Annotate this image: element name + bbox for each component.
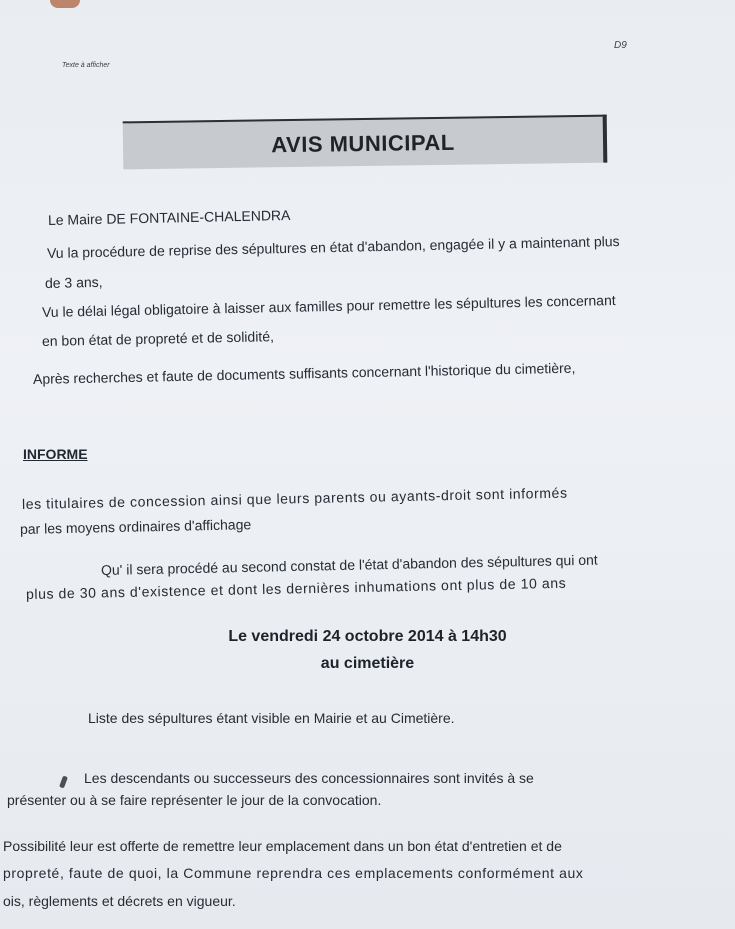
descendants-line-2: présenter ou à se faire représenter le jour de la convocation. <box>7 792 382 808</box>
constat-line-2: plus de 30 ans d'existence et dont les dernières inhumations ont plus de 10 ans <box>25 574 567 602</box>
constat-line-1: Qu' il sera procédé au second constat de l'état d'abandon des sépultures qui ont <box>100 551 598 578</box>
display-note: Texte à afficher <box>62 62 110 69</box>
date-line: Le vendredi 24 octobre 2014 à 14h30 <box>228 628 507 645</box>
descendants-line-1: Les descendants ou successeurs des concessionnaires sont invités à se <box>84 770 534 786</box>
possibilite-line-1: Possibilité leur est offerte de remettre leur emplacement dans un bon état d'entretien et de <box>3 838 562 854</box>
page-title: AVIS MUNICIPAL <box>271 129 455 158</box>
informe-heading: INFORME <box>23 446 88 462</box>
vu-procedure-line-1: Vu la procédure de reprise des sépultures en état d'abandon, engagée il y a maintenant plus <box>46 233 620 261</box>
titulaires-line-1: les titulaires de concession ainsi que leurs parents ou ayants-droit sont informés <box>21 484 568 512</box>
maire-line: Le Maire DE FONTAINE-CHALENDRA <box>47 206 291 228</box>
vu-procedure-line-2: de 3 ans, <box>44 273 103 291</box>
liste-line: Liste des sépultures étant visible en Mairie et au Cimetière. <box>88 710 455 726</box>
tape-smudge <box>50 0 80 8</box>
location-line: au cimetière <box>320 655 415 672</box>
possibilite-line-3: ois, règlements et décrets en vigueur. <box>3 893 236 909</box>
vu-delai-line-1: Vu le délai légal obligatoire à laisser aux familles pour remettre les sépultures les concernant <box>41 291 616 320</box>
document-code: D9 <box>614 40 627 51</box>
vu-delai-line-2: en bon état de propreté et de solidité, <box>41 328 275 349</box>
possibilite-line-2: propreté, faute de quoi, la Commune reprendra ces emplacements conformément aux <box>3 865 584 881</box>
ink-mark <box>59 776 68 789</box>
apres-recherches-line: Après recherches et faute de documents suffisants concernant l'historique du cimetière, <box>32 359 576 387</box>
titulaires-line-2: par les moyens ordinaires d'affichage <box>19 516 252 537</box>
title-banner <box>123 115 608 170</box>
